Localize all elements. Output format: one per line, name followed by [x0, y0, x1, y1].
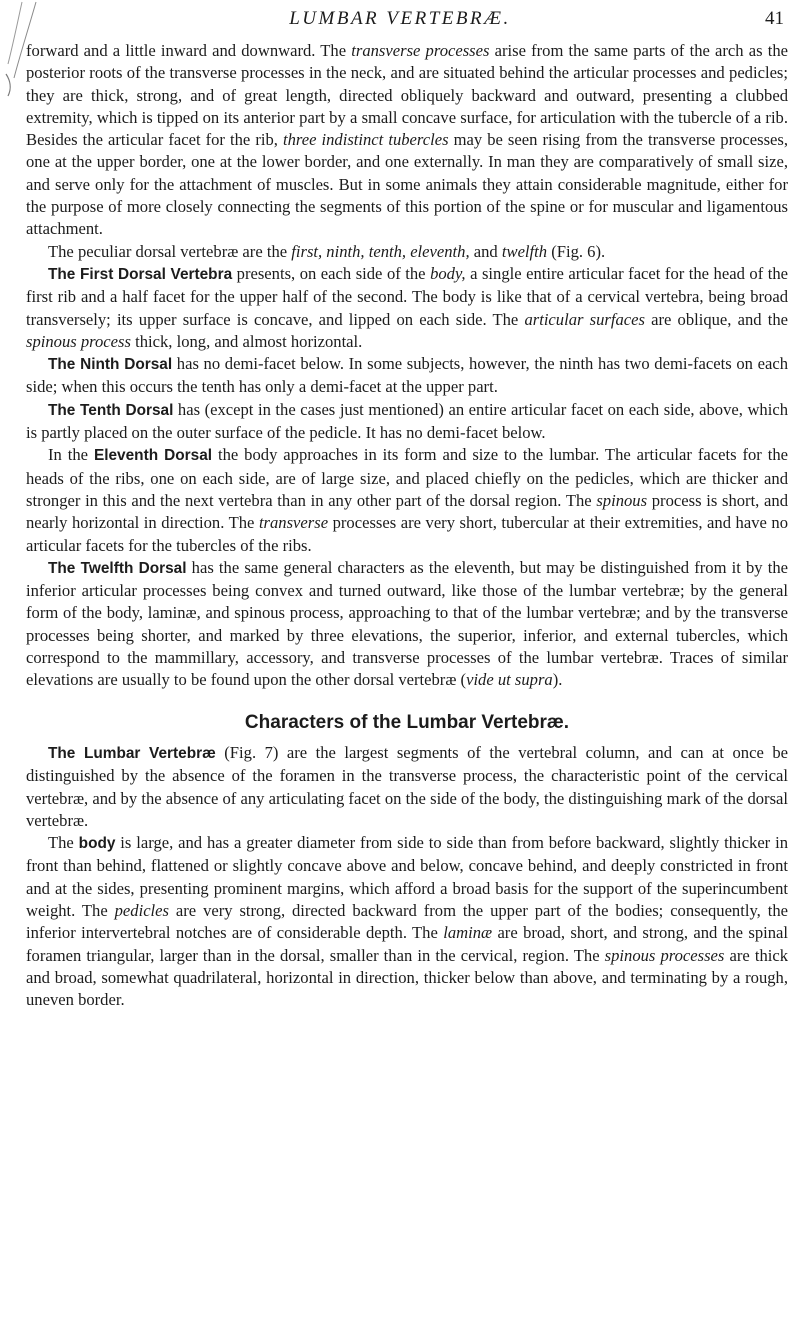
paragraph-twelfth-dorsal: The Twelfth Dorsal has the same general characters as the eleventh, but may be distinguished from it by the inferior articular processes being convex and turned outward, like those of the lumbar vertebræ; by the general form of the body, laminæ, and spinous process, approaching to that of the lumbar vertebræ; and by the transverse processes being shorter, and marked by three elevations, the superior, inferior, and external tubercles, which correspond to the mammillary, accessory, and transverse processes of the lumbar vertebræ. Traces of similar elevations are usually to be found upon the other dorsal vertebræ (vide ut supra). [26, 557, 788, 690]
running-title: LUMBAR VERTEBRÆ. [289, 8, 511, 29]
paragraph-transverse-processes: forward and a little inward and downward. The transverse processes arise from the same parts of the arch as the posterior roots of the transverse processes in the neck, and are situated behind the articular processes and pedicles; they are thick, strong, and of great length, directed obliquely backward and outward, presenting a clubbed extremity, which is tipped on its anterior part by a small concave surface, for articulation with the tubercle of a rib. Besides the articular facet for the rib, three indistinct tubercles may be seen rising from the transverse processes, one at the upper border, one at the lower border, and one externally. In man they are comparatively of small size, and serve only for the attachment of muscles. But in some animals they attain considerable magnitude, either for the purpose of more closely connecting the segments of this portion of the spine or for muscular and ligamentous attachment. [26, 41, 789, 239]
page-number: 41 [765, 8, 784, 29]
paragraph-tenth-dorsal: The Tenth Dorsal has (except in the cases just mentioned) an entire articular facet on each side, above, which is partly placed on the outer surface of the pedicle. It has no demi-facet below. [26, 399, 789, 443]
paragraph-ninth-dorsal: The Ninth Dorsal has no demi-facet below. In some subjects, however, the ninth has two demi-facets on each side; when this occurs the tenth has only a demi-facet at the upper part. [26, 354, 788, 397]
section-heading: Characters of the Lumbar Vertebræ. [244, 711, 570, 733]
paragraph-first-dorsal: The First Dorsal Vertebra presents, on each side of the body, a single entire articular facet for the head of the first rib and a half facet for the upper half of the second. The body is like that of a cervical vertebra, being broad transversely; its upper surface is concave, and lipped on each side. The articular surfaces are oblique, and the spinous process thick, long, and almost horizontal. [26, 263, 789, 351]
running-head [0, 8, 800, 32]
paragraph-lumbar-vertebrae: The Lumbar Vertebræ (Fig. 7) are the largest segments of the vertebral column, and can at once be distinguished by the absence of the foramen in the transverse process, the characteristic point of the cervical vertebræ, and by the absence of any articulating facet on the side of the body, the distinguishing mark of the dorsal vertebræ. [26, 742, 788, 830]
paragraph-lumbar-body: The body is large, and has a greater diameter from side to side than from before backward, slightly thicker in front than behind, flattened or slightly concave above and below, concave behind, and deeply constricted in front and at the sides, presenting prominent margins, which afford a broad basis for the support of the superincumbent weight. The pedicles are very strong, directed backward from the upper part of the bodies; consequently, the inferior intervertebral notches are of considerable depth. The laminæ are broad, short, and strong, and the spinal foramen triangular, larger than in the dorsal, smaller than in the cervical, region. The spinous processes are thick and broad, somewhat quadrilateral, horizontal in direction, thicker below than above, and terminating by a rough, uneven border. [26, 833, 789, 1010]
paragraph-peculiar-dorsal: The peculiar dorsal vertebræ are the first, ninth, tenth, eleventh, and twelfth (Fig. 6). [48, 241, 606, 261]
body-text [26, 40, 788, 1011]
paragraph-eleventh-dorsal: In the Eleventh Dorsal the body approaches in its form and size to the lumbar. The articular facets for the heads of the ribs, one on each side, are of large size, and placed chiefly on the pedicles, which are thicker and stronger in this and the next vertebra than in any other part of the dorsal region. The spinous process is short, and nearly horizontal in direction. The transverse processes are very short, tubercular at their extremities, and have no articular facets for the tubercles of the ribs. [26, 445, 789, 555]
